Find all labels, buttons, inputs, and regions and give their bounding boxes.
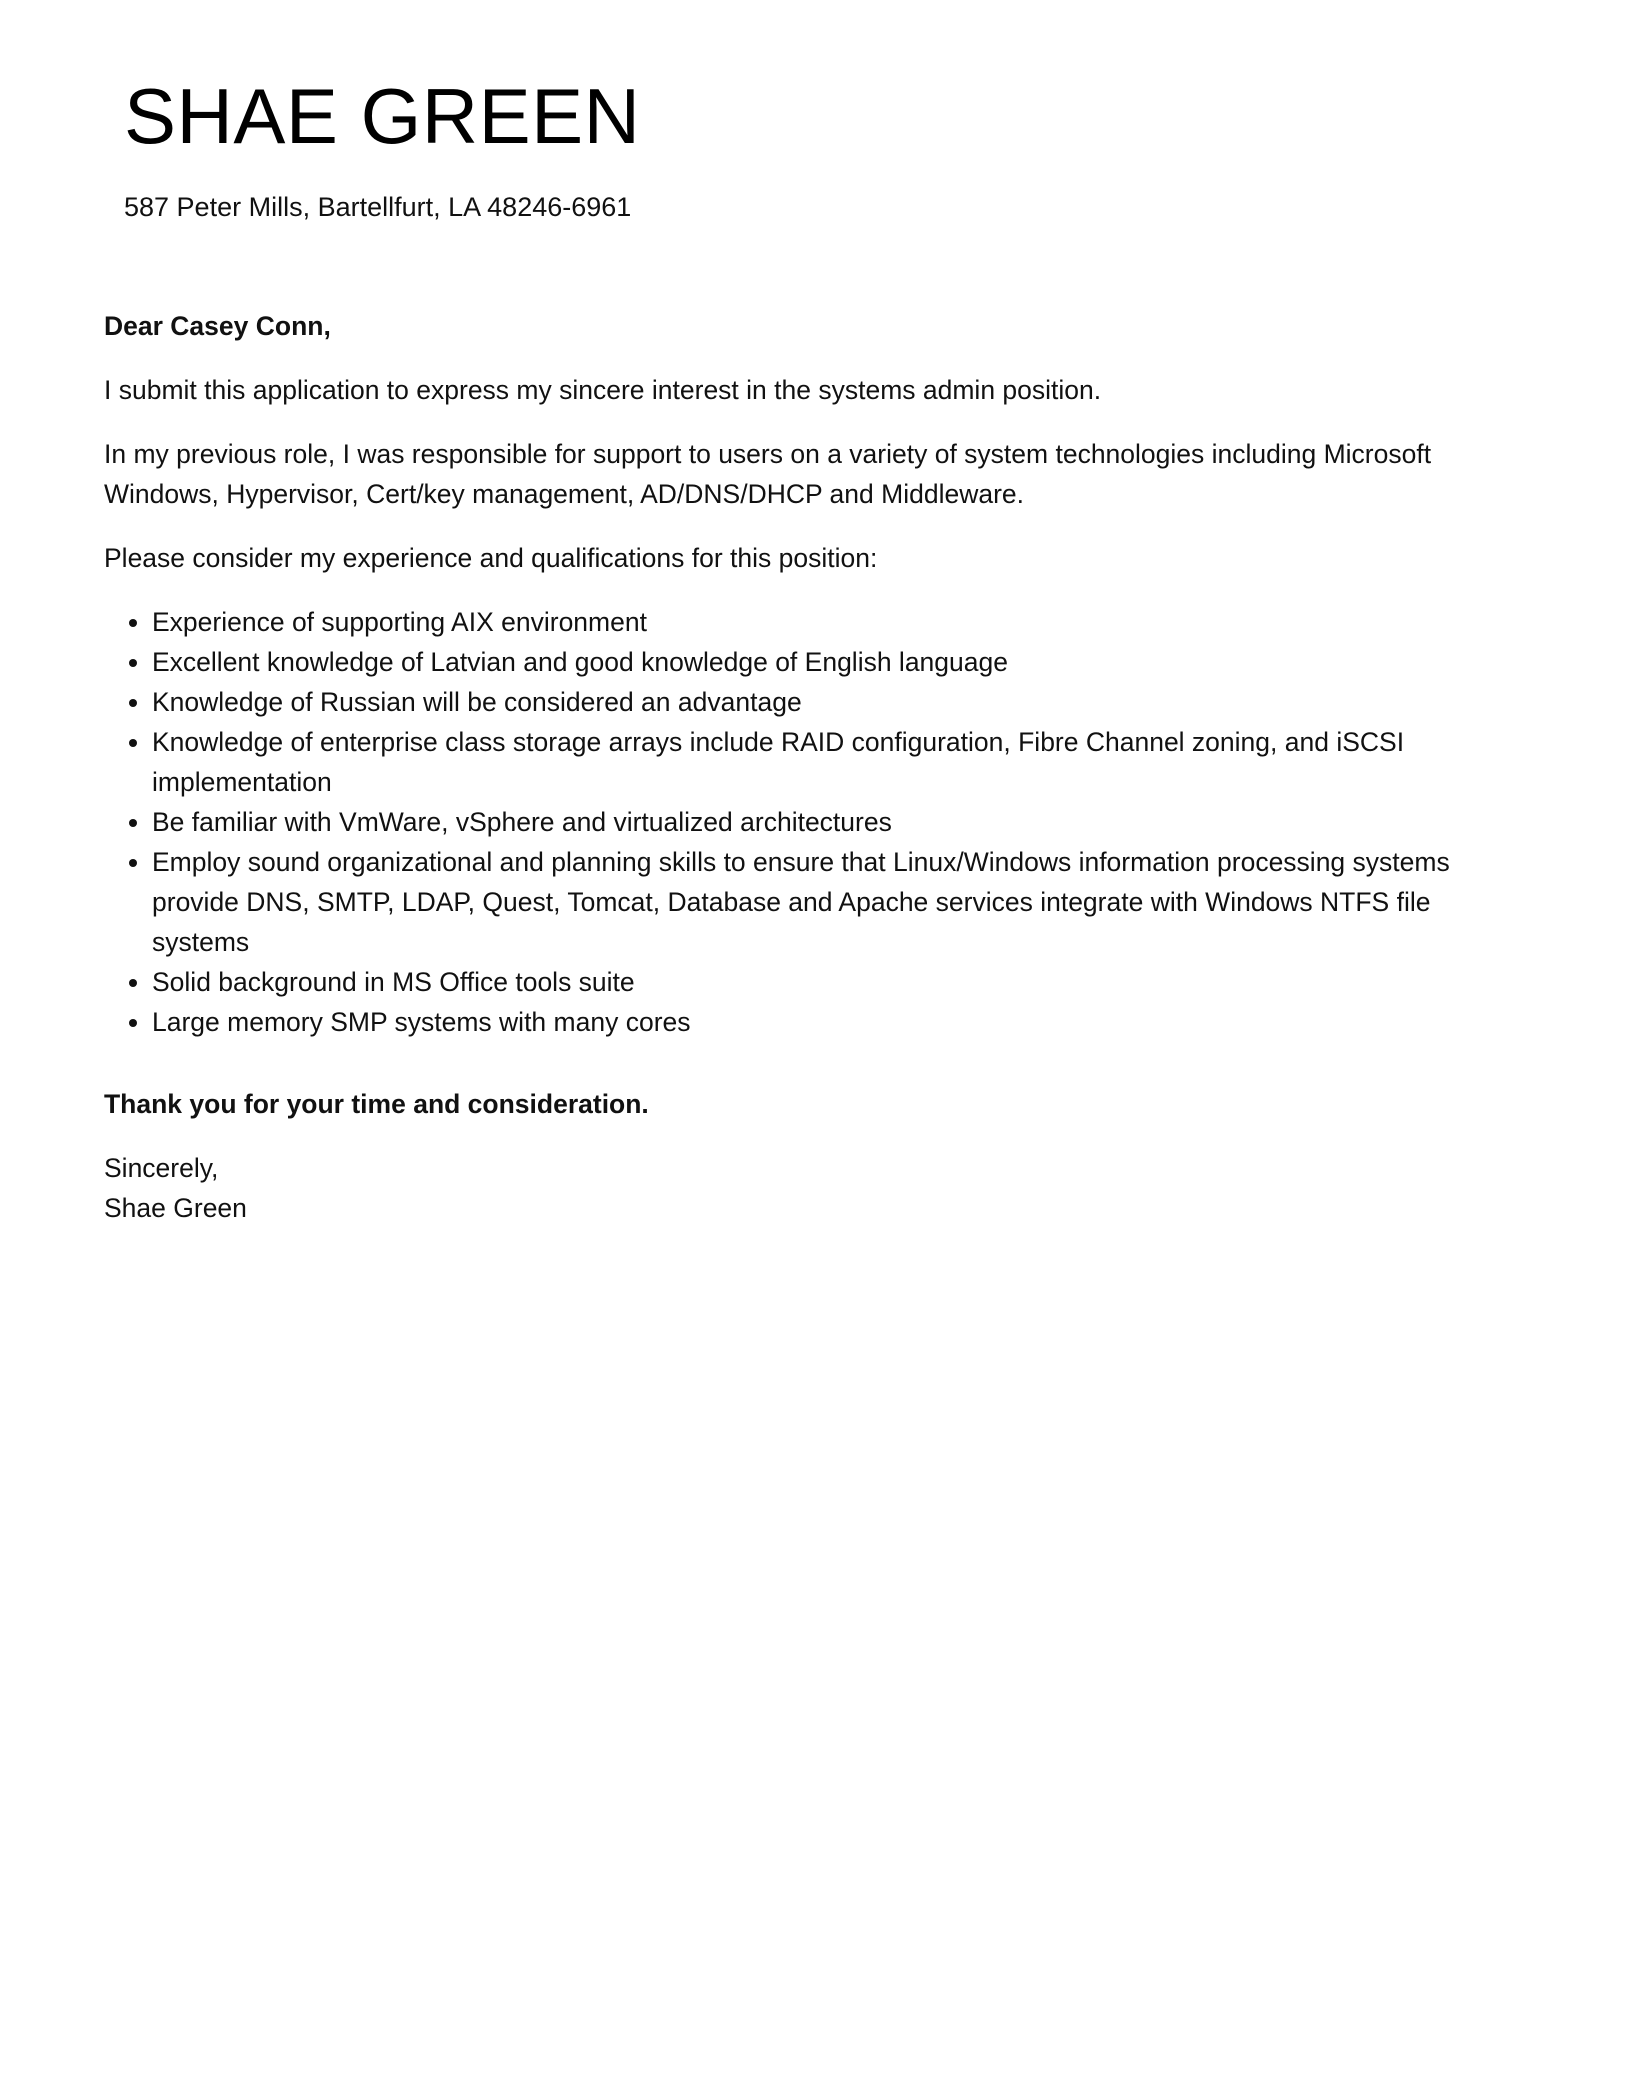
experience-paragraph: In my previous role, I was responsible for support to users on a variety of system technologies including Microsoft Windows, Hypervisor, Cert/key management, AD/DNS/DHCP and Middleware. [104, 439, 1432, 509]
applicant-address: 587 Peter Mills, Bartellfurt, LA 48246-6961 [124, 192, 632, 222]
closing-line: Thank you for your time and consideration. [104, 1089, 649, 1119]
list-item: Knowledge of enterprise class storage arrays include RAID configuration, Fibre Channel zoning, and iSCSI implementation [152, 722, 1524, 802]
qualifications-intro: Please consider my experience and qualifications for this position: [104, 543, 878, 573]
list-item: Solid background in MS Office tools suite [152, 962, 1524, 1002]
list-item: Experience of supporting AIX environment [152, 602, 1524, 642]
letter-header [124, 70, 640, 224]
salutation: Dear Casey Conn, [104, 311, 331, 341]
list-item: Excellent knowledge of Latvian and good knowledge of English language [152, 642, 1524, 682]
list-item: Employ sound organizational and planning skills to ensure that Linux/Windows information processing systems provide DNS, SMTP, LDAP, Quest, Tomcat, Database and Apache services integrate with Windows NTFS file systems [152, 842, 1524, 962]
signature-name: Shae Green [104, 1193, 247, 1223]
list-item: Knowledge of Russian will be considered an advantage [152, 682, 1524, 722]
qualifications-list [104, 602, 1524, 1042]
letter-body [104, 306, 1524, 1228]
list-item: Be familiar with VmWare, vSphere and virtualized architectures [152, 802, 1524, 842]
applicant-name: SHAE GREEN [124, 72, 641, 160]
intro-paragraph: I submit this application to express my sincere interest in the systems admin position. [104, 375, 1102, 405]
signoff-block [104, 1148, 1524, 1228]
signoff: Sincerely, [104, 1153, 219, 1183]
list-item: Large memory SMP systems with many cores [152, 1002, 1524, 1042]
